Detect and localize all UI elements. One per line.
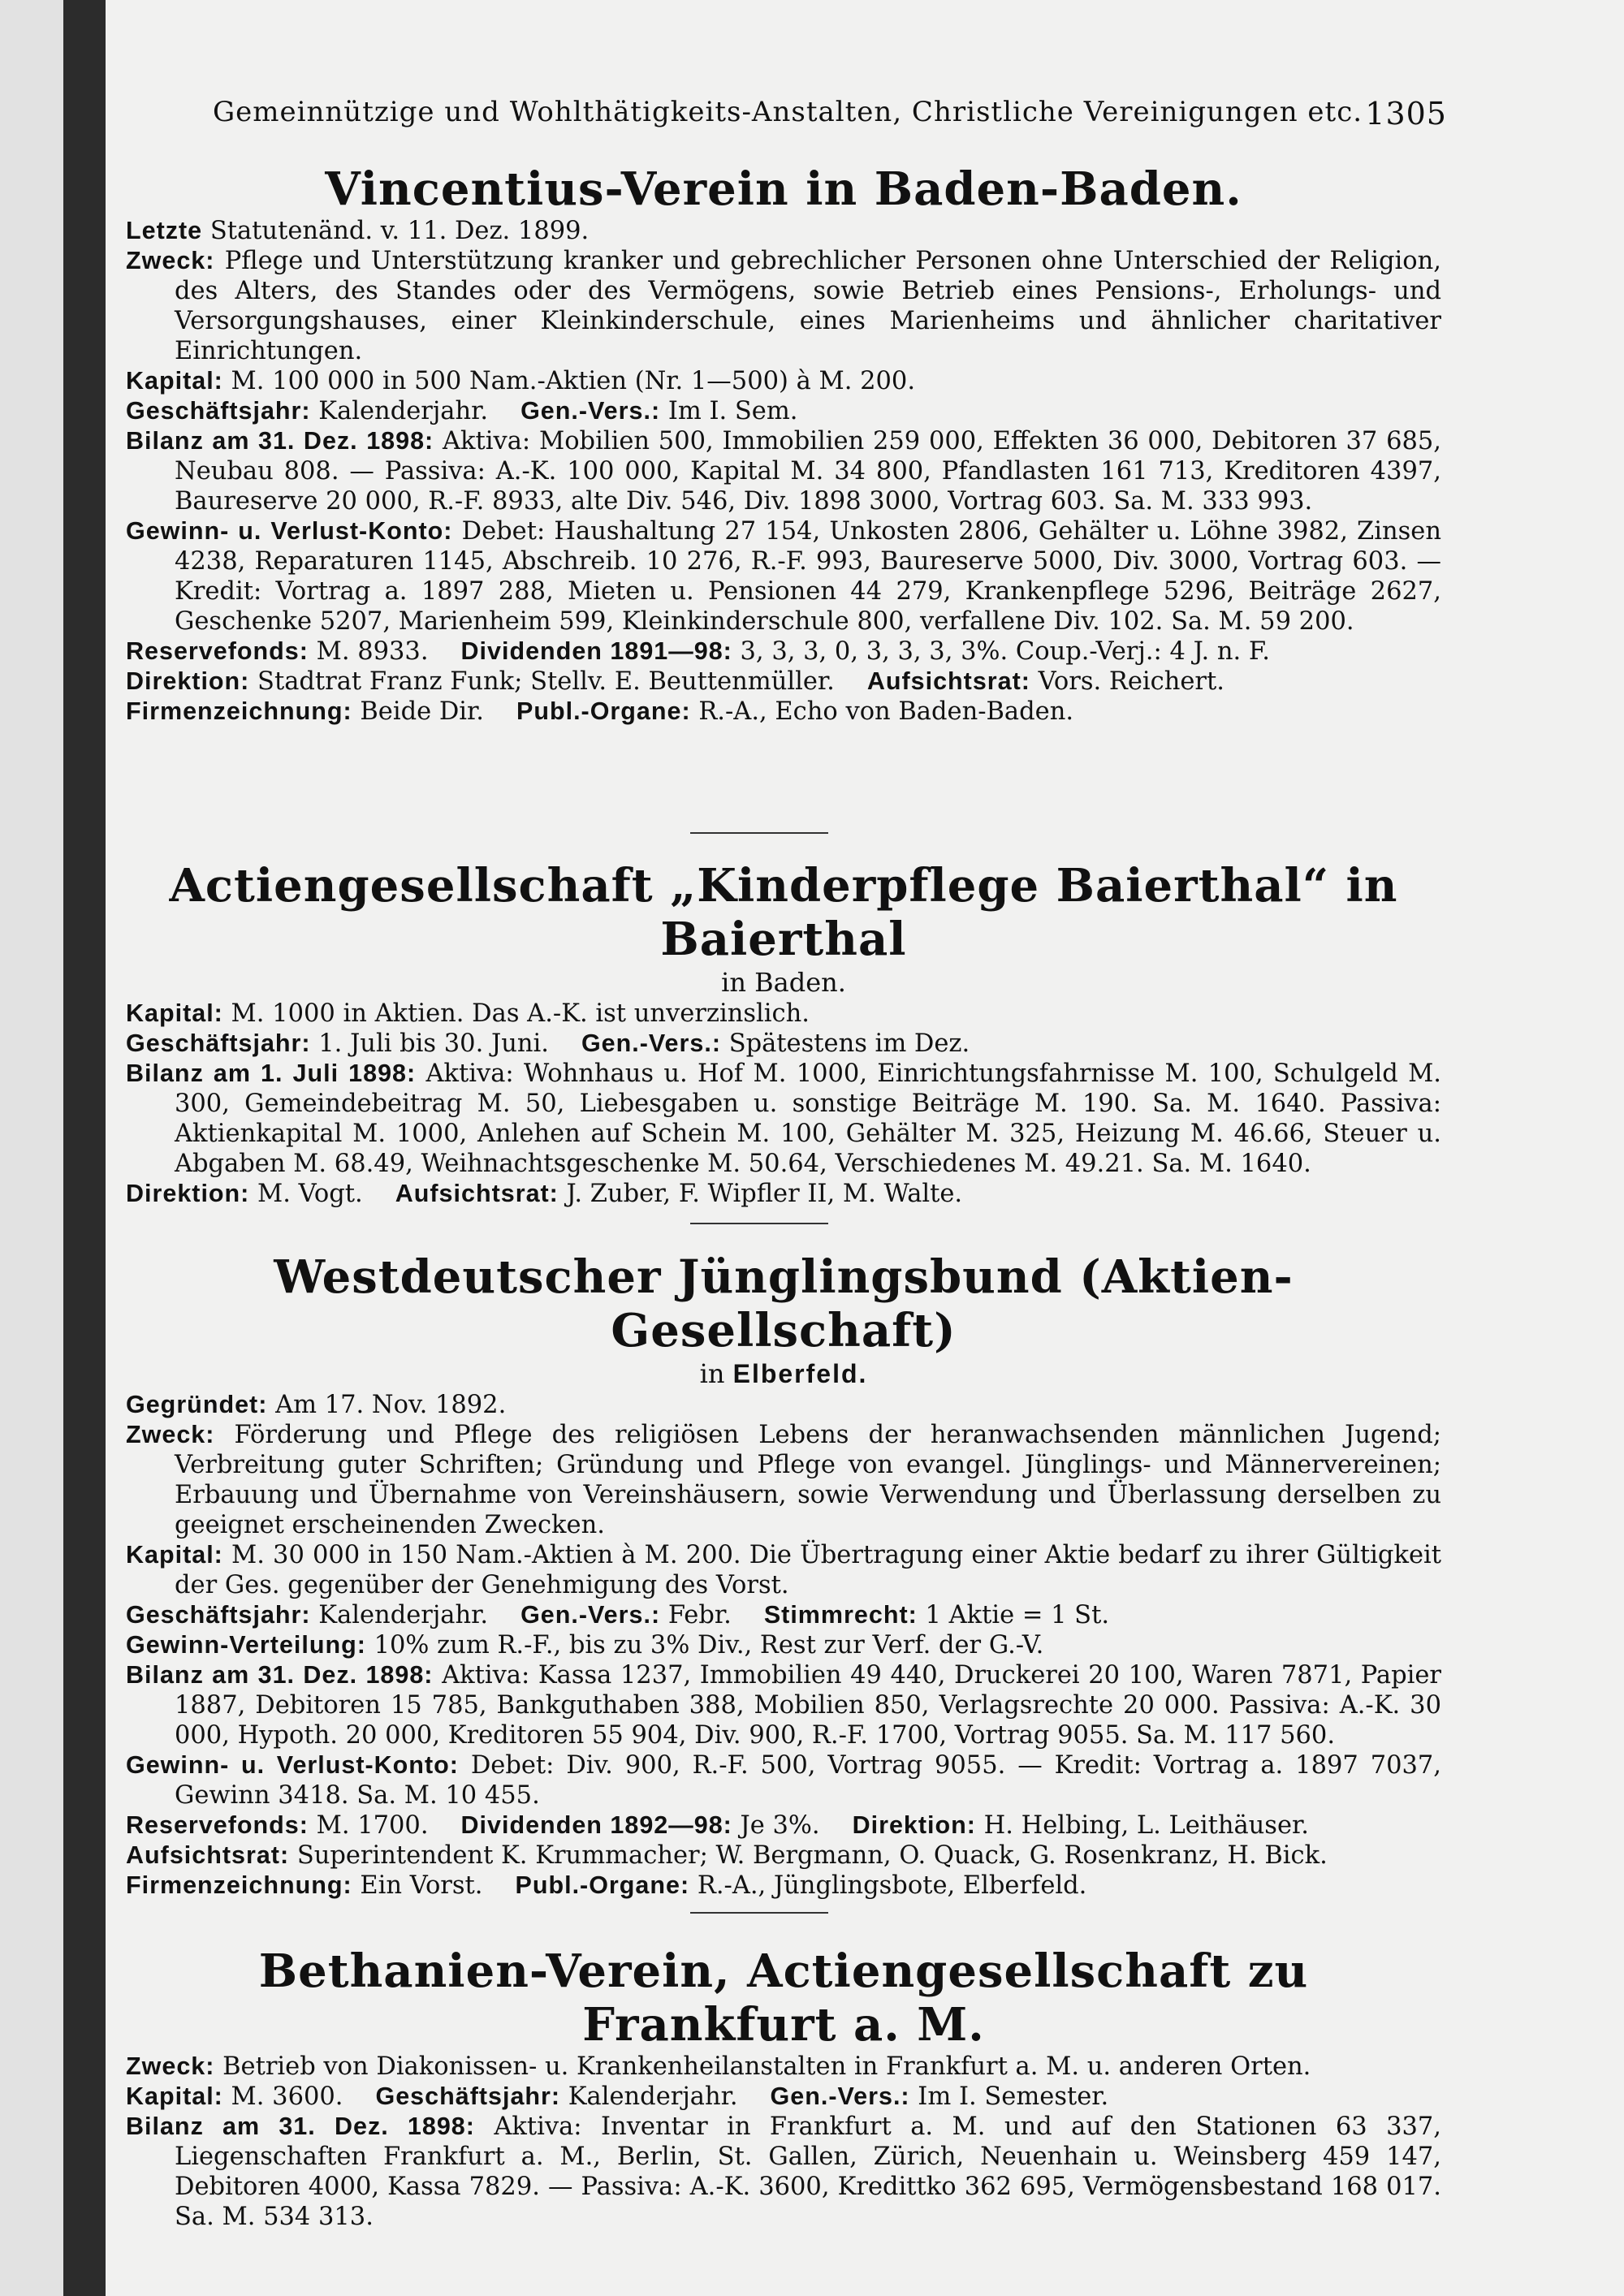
field-purpose: Zweck: Förderung und Pflege des religiösen Lebens der heranwachsenden männlichen Jugend; Verbreitung guter Schriften; Gründung und Pflege von evangel. Jünglings- und Männervereinen; Erbauung und Übernahme von Vereinshäusern, sowie Verwendung und Überlassung derselben zu geeignet erscheinenden Zwecken. [126, 1421, 1441, 1539]
field-profit-loss: Gewinn- u. Verlust-Konto: Debet: Div. 900, R.-F. 500, Vortrag 9055. — Kredit: Vortrag a. 1897 7037, Gewinn 3418. Sa. M. 10 455. [126, 1751, 1442, 1810]
field-balance: Bilanz am 1. Juli 1898: Aktiva: Wohnhaus u. Hof M. 1000, Einrichtungsfahrnisse M. 100, Schulgeld M. 300, Gemeindebeitrag M. 50, Liebesgaben u. sonstige Beiträge M. 190. Sa. M. 1640. Passiva: Aktienkapital M. 1000, Anlehen auf Schein M. 100, Gehälter M. 325, Heizung M. 46.66, Steuer u. Abgaben M. 68.49, Weihnachtsgeschenke M. 50.64, Verschiedenes M. 49.21. Sa. M. 1640. [126, 1060, 1441, 1178]
field-balance: Bilanz am 31. Dez. 1898: Aktiva: Inventar in Frankfurt a. M. und auf den Stationen 63 337, Liegenschaften Frankfurt a. M., Berlin, St. Gallen, Zürich, Neuenhain u. Weinsberg 459 147, Debitoren 4000, Kassa 7829. — Passiva: A.-K. 3600, Kredittko 362 695, Vermögensbestand 168 017. Sa. M. 534 313. [126, 2113, 1441, 2231]
field-balance: Bilanz am 31. Dez. 1898: Aktiva: Mobilien 500, Immobilien 259 000, Effekten 36 000, Debitoren 37 685, Neubau 808. — Passiva: A.-K. 100 000, Kapital M. 34 800, Pfandlasten 161 713, Kreditoren 4397, Baureserve 20 000, R.-F. 8933, alte Div. 546, Div. 1898 3000, Vortrag 603. Sa. M. 333 993. [126, 427, 1441, 516]
field-reserve: Reservefonds: M. 8933. Dividenden 1891—98: 3, 3, 3, 0, 3, 3, 3, 3%. Coup.-Verj.: 4 J. n. F. [126, 637, 1270, 666]
entry-title: Westdeutscher Jünglingsbund (Aktien-Gesellschaft) [274, 1250, 1294, 1357]
separator-rule [690, 832, 828, 834]
separator-rule [690, 1223, 828, 1224]
entry-subtitle: in Baden. [721, 967, 846, 998]
field-purpose: Zweck: Betrieb von Diakonissen- u. Krankenheilanstalten in Frankfurt a. M. u. anderen Orten. [126, 2052, 1311, 2081]
entry-subtitle: in Elberfeld. [699, 1358, 868, 1389]
field-supervisory-board: Aufsichtsrat: Superintendent K. Krummacher; W. Bergmann, O. Quack, G. Rosenkranz, H. Bick. [126, 1841, 1328, 1870]
page-gutter [0, 0, 63, 2296]
field-direction: Direktion: M. Vogt. Aufsichtsrat: J. Zuber, F. Wipfler II, M. Walte. [126, 1180, 963, 1208]
separator-rule [690, 1912, 828, 1914]
entry-title: Actiengesellschaft „Kinderpflege Baierthal“ in Baierthal [169, 859, 1398, 966]
field-balance: Bilanz am 31. Dez. 1898: Aktiva: Kassa 1237, Immobilien 49 440, Druckerei 20 100, Waren 7871, Papier 1887, Debitoren 15 785, Bankguthaben 388, Mobilien 850, Verlagsrechte 20 000. Passiva: A.-K. 30 000, Hypoth. 20 000, Kreditoren 55 904, Div. 900, R.-F. 1700, Vortrag 9055. Sa. M. 117 560. [126, 1661, 1441, 1750]
field-fiscal-year: Geschäftsjahr: 1. Juli bis 30. Juni. Gen.-Vers.: Spätestens im Dez. [126, 1029, 970, 1058]
running-head [213, 96, 1447, 136]
field-signature: Firmenzeichnung: Beide Dir. Publ.-Organe: R.-A., Echo von Baden-Baden. [126, 697, 1074, 726]
field-profit-loss: Gewinn- u. Verlust-Konto: Debet: Haushaltung 27 154, Unkosten 2806, Gehälter u. Löhne 3982, Zinsen 4238, Reparaturen 1145, Abschreib. 10 276, R.-F. 993, Baureserve 5000, Div. 3000, Vortrag 603. — Kredit: Vortrag a. 1897 288, Mieten u. Pensionen 44 279, Krankenpflege 5296, Beiträge 2627, Geschenke 5207, Marienheim 599, Kleinkinderschule 800, verfallene Div. 102. Sa. M. 59 200. [126, 517, 1441, 636]
binding-shadow [63, 0, 106, 2296]
entry-city: Elberfeld. [732, 1359, 868, 1388]
field-signature: Firmenzeichnung: Ein Vorst. Publ.-Organe: R.-A., Jünglingsbote, Elberfeld. [126, 1871, 1087, 1900]
entry-bethanien-verein [126, 1944, 1441, 2232]
field-statute: Letzte Statutenänd. v. 11. Dez. 1899. [126, 217, 590, 245]
running-head-text: Gemeinnützige und Wohlthätigkeits-Anstalten, Christliche Vereinigungen etc. [213, 96, 1363, 128]
field-capital: Kapital: M. 1000 in Aktien. Das A.-K. ist unverzinslich. [126, 999, 810, 1028]
field-profit-distribution: Gewinn-Verteilung: 10% zum R.-F., bis zu 3% Div., Rest zur Verf. der G.-V. [126, 1631, 1044, 1659]
field-purpose: Zweck: Pflege und Unterstützung kranker und gebrechlicher Personen ohne Unterschied der Religion, des Alters, des Standes oder des Vermögens, sowie Betrieb eines Pensions-, Erholungs- und Versorgungshauses, einer Kleinkinderschule, eines Marienheims und ähnlicher charitativer Einrichtungen. [126, 247, 1442, 365]
field-capital: Kapital: M. 100 000 in 500 Nam.-Aktien (Nr. 1—500) à M. 200. [126, 367, 916, 395]
page-number: 1305 [1365, 96, 1447, 132]
field-reserve: Reservefonds: M. 1700. Dividenden 1892—98: Je 3%. Direktion: H. Helbing, L. Leithäuser. [126, 1811, 1309, 1840]
field-capital: Kapital: M. 3600. Geschäftsjahr: Kalenderjahr. Gen.-Vers.: Im I. Semester. [126, 2082, 1109, 2111]
field-fiscal-year: Geschäftsjahr: Kalenderjahr. Gen.-Vers.: Im I. Sem. [126, 397, 798, 425]
entry-westdeutscher-juenglingsbund [126, 1250, 1441, 1901]
entry-vincentius-verein [126, 162, 1441, 727]
field-founded: Gegründet: Am 17. Nov. 1892. [126, 1391, 507, 1419]
entry-title: Bethanien-Verein, Actiengesellschaft zu Frankfurt a. M. [258, 1944, 1309, 2052]
field-fiscal-year: Geschäftsjahr: Kalenderjahr. Gen.-Vers.: Febr. Stimmrecht: 1 Aktie = 1 St. [126, 1601, 1110, 1629]
entry-title: Vincentius-Verein in Baden-Baden. [325, 162, 1242, 216]
entry-kinderpflege-baierthal [126, 859, 1441, 1209]
field-direction: Direktion: Stadtrat Franz Funk; Stellv. E. Beuttenmüller. Aufsichtsrat: Vors. Reichert. [126, 667, 1224, 696]
field-capital: Kapital: M. 30 000 in 150 Nam.-Aktien à M. 200. Die Übertragung einer Aktie bedarf zu ihrer Gültigkeit der Ges. gegenüber der Genehmigung des Vorst. [126, 1541, 1442, 1599]
